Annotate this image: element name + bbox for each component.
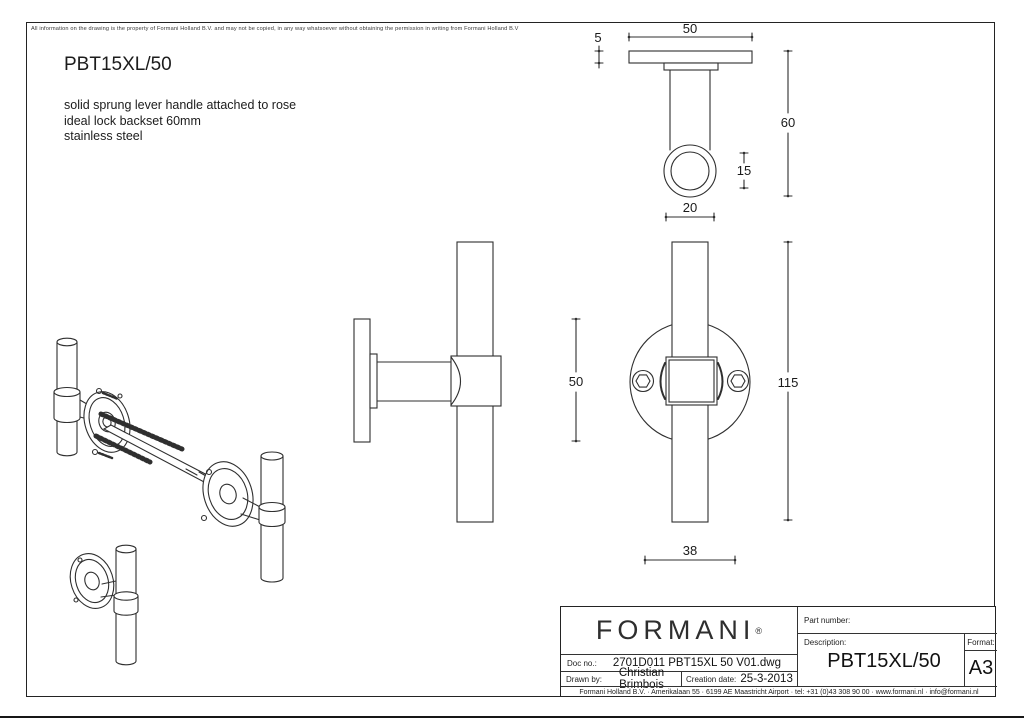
dimension-label: 60 <box>780 115 796 130</box>
title-block <box>560 606 996 697</box>
isometric-view <box>54 338 285 665</box>
drawn-by-cell <box>561 667 681 691</box>
doc-number-value: 2701D011 PBT15XL 50 V01.dwg <box>612 657 781 669</box>
description-cell <box>798 634 964 686</box>
dimension-top-width <box>628 21 754 41</box>
side-view <box>354 242 583 522</box>
part-number-cell <box>798 607 997 634</box>
drawn-by-label: Drawn by: <box>566 674 603 684</box>
doc-number-label: Doc no.: <box>567 658 597 668</box>
part-number-label: Part number: <box>804 616 851 625</box>
dimension-drop <box>781 50 795 198</box>
dimension-tube <box>737 152 751 190</box>
formani-logo <box>561 607 798 654</box>
dimension-label: 5 <box>594 30 602 45</box>
dimension-plate-thickness <box>594 30 603 68</box>
top-view <box>594 21 795 221</box>
creation-date-cell <box>681 671 798 686</box>
drawn-by-value: Christian Brimbois <box>618 667 665 691</box>
spec-line: stainless steel <box>64 129 143 143</box>
format-label: Format: <box>965 634 997 651</box>
product-code-title: PBT15XL/50 <box>64 54 172 75</box>
description-value: PBT15XL/50 <box>827 650 941 672</box>
registered-mark: ® <box>755 625 763 636</box>
logo-wordmark: FORMANI <box>595 615 756 645</box>
creation-date-label: Creation date: <box>686 674 737 684</box>
spec-line: solid sprung lever handle attached to rose <box>64 98 297 112</box>
format-value: A3 <box>968 656 994 679</box>
dimension-label: 50 <box>568 374 584 389</box>
front-view <box>630 241 798 564</box>
dimension-overall-height <box>778 241 799 522</box>
dimension-label: 50 <box>682 21 698 36</box>
dimension-label: 115 <box>777 375 799 390</box>
copyright-notice: All information on the drawing is the property of Formani Holland B.V. and may not be copied, in any way whatsoever without obtaining the permission in writing from Formani Holland B.V <box>31 26 519 32</box>
dimension-label: 20 <box>682 200 698 215</box>
dimension-label: 38 <box>682 543 698 558</box>
dimension-rose-height <box>569 318 583 443</box>
dimension-tube-width <box>665 200 716 221</box>
dimension-screw-spacing <box>644 543 737 564</box>
dimension-label: 15 <box>736 163 752 178</box>
company-footer: Formani Holland B.V. · Amerikalaan 55 · 6199 AE Maastricht Airport · tel: +31 (0)43 308 90 00 · www.formani.nl · info@formani.nl <box>561 686 997 698</box>
description-label: Description: <box>804 638 847 647</box>
format-cell <box>964 634 997 686</box>
creation-date-value: 25-3-2013 <box>740 673 793 685</box>
spec-line: ideal lock backset 60mm <box>64 113 201 128</box>
